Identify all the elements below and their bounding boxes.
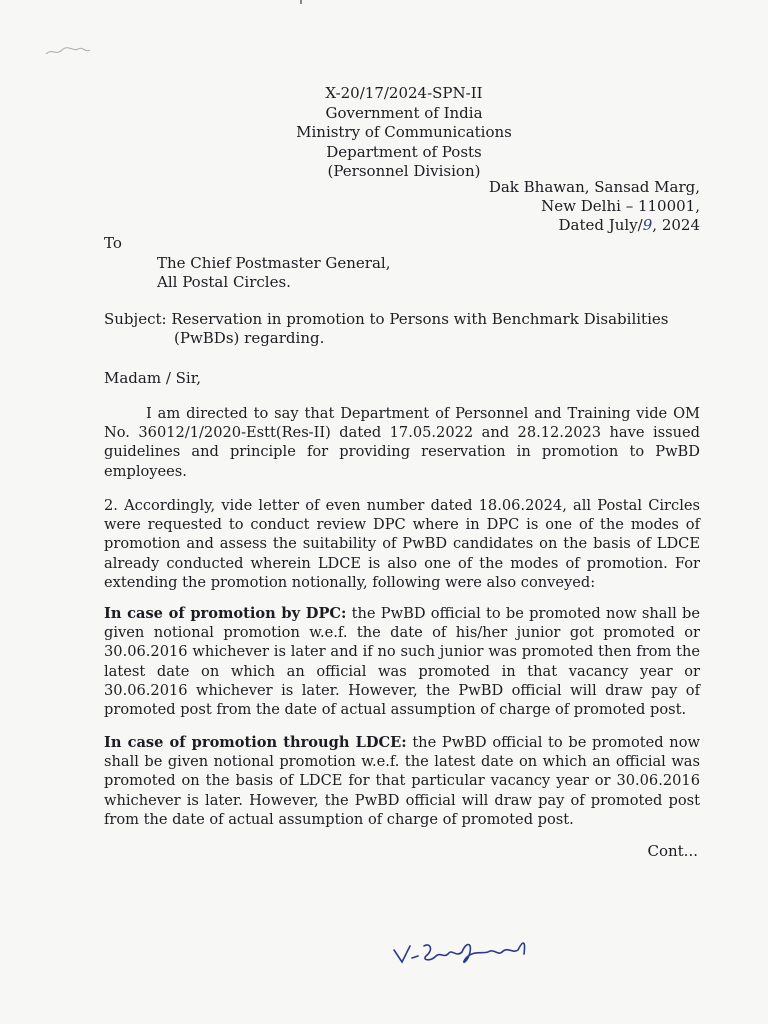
subject-block — [104, 310, 704, 348]
paragraph-ldce — [104, 733, 700, 829]
paragraph-2: 2. Accordingly, vide letter of even number dated 18.06.2024, all Postal Circles were requested to conduct review DPC where in DPC is one of the modes of promotion and assess the suitability of PwBD candidates on the basis of LDCE already conducted wherein LDCE is also one of the modes of promotion. For extending the promotion notionally, following were also conveyed: — [104, 497, 700, 591]
ldce-heading: In case of promotion through LDCE: — [104, 734, 407, 751]
ldce-body: the PwBD official to be promoted now shall be given notional promotion w.e.f. the latest date on which an official was promoted on the basis of LDCE for that particular vacancy year or 30.06.2016 whichever is later. However, the PwBD official will draw pay of promoted post from the date of actual assumption of charge of promoted post. — [104, 734, 700, 828]
signature — [390, 928, 550, 978]
paragraph-1: I am directed to say that Department of Personnel and Training vide OM No. 36012/1/2020-Estt(Res-II) dated 17.05.2022 and 28.12.2023 have issued guidelines and principle for providing reservation in promotion to PwBD employees. — [104, 405, 700, 480]
sender-address — [489, 178, 700, 235]
dpc-heading: In case of promotion by DPC: — [104, 605, 347, 622]
address-line-2: New Delhi – 110001, — [541, 197, 700, 215]
corner-scribble — [44, 44, 94, 58]
to-label: To — [104, 234, 122, 252]
salutation: Madam / Sir, — [104, 369, 202, 387]
file-number: X-20/17/2024-SPN-II — [325, 84, 483, 102]
subject-line-2: (PwBDs) regarding. — [174, 329, 325, 347]
addressee-line-1: The Chief Postmaster General, — [157, 254, 391, 272]
date-prefix: Dated July/ — [558, 216, 643, 234]
paragraph-dpc — [104, 604, 700, 719]
government-line: Government of India — [325, 103, 483, 122]
scan-mark — [300, 0, 302, 4]
division-line: (Personnel Division) — [327, 162, 481, 180]
dpc-body: the PwBD official to be promoted now shall be given notional promotion w.e.f. the date of his/her junior got promoted or 30.06.2016 whichever is later and if no such junior was promoted then from the latest date on which an official was promoted in that vacancy year or 30.06.2016 whichever is later. However, the PwBD official will draw pay of promoted post from the date of actual assumption of charge of promoted post. — [104, 605, 700, 719]
department-line: Department of Posts — [326, 142, 482, 161]
addressee-line-2: All Postal Circles. — [157, 273, 291, 291]
addressee-block — [157, 254, 390, 292]
date-day-handwritten: 9 — [642, 216, 653, 234]
subject-line-1: Reservation in promotion to Persons with Benchmark Disabilities — [171, 310, 669, 328]
continued-note: Cont... — [647, 842, 698, 860]
date-suffix: , 2024 — [652, 216, 700, 234]
subject-label: Subject: — [104, 310, 167, 328]
date-line — [489, 216, 700, 235]
ministry-line: Ministry of Communications — [296, 123, 512, 141]
letter-header — [0, 84, 768, 182]
address-line-1: Dak Bhawan, Sansad Marg, — [488, 178, 700, 196]
